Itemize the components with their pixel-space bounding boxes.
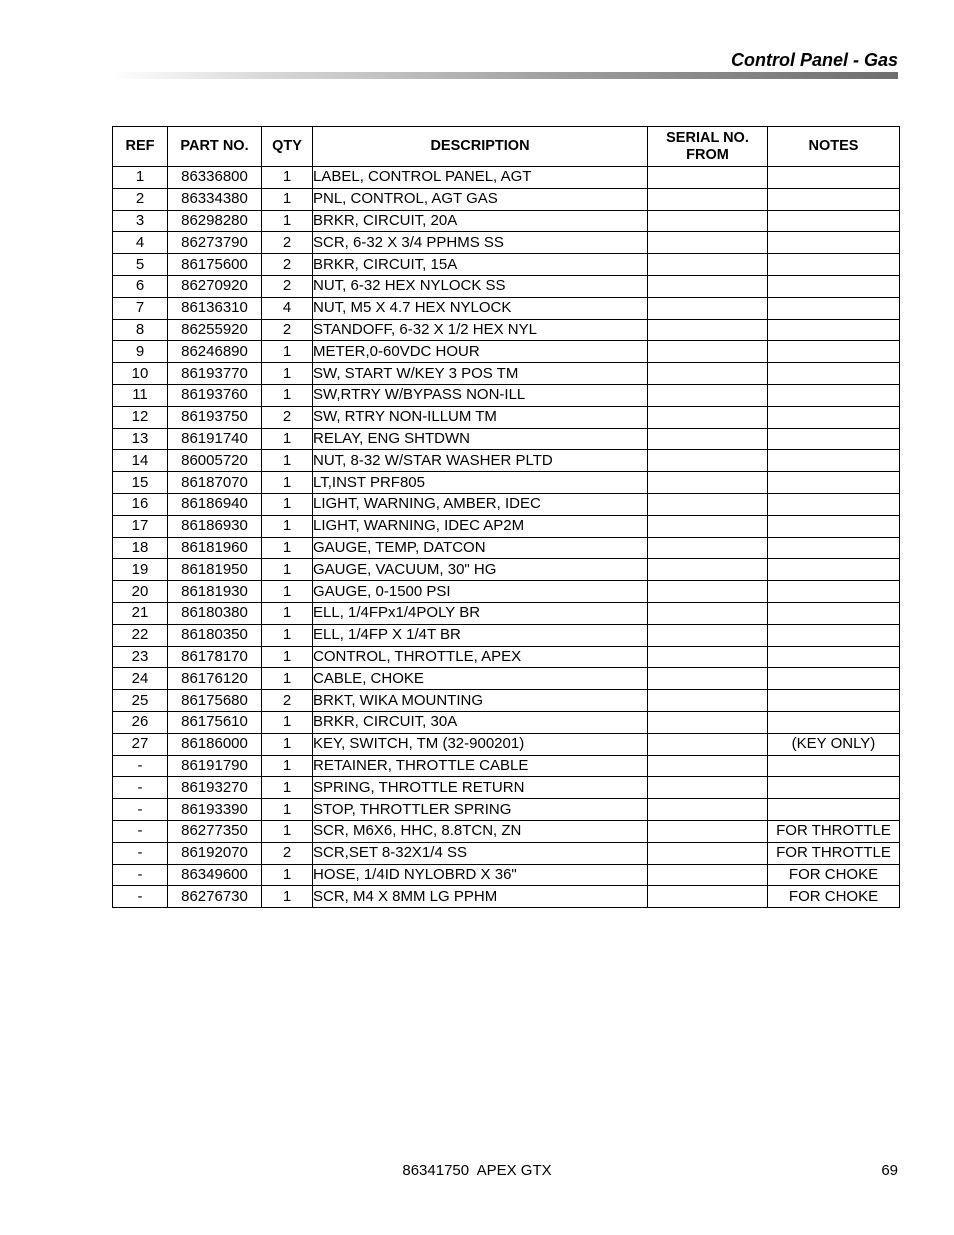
cell-serial-no-from	[648, 341, 768, 363]
cell-notes	[768, 711, 900, 733]
cell-qty: 1	[262, 602, 313, 624]
cell-qty: 1	[262, 341, 313, 363]
cell-part-no: 86277350	[168, 820, 262, 842]
cell-serial-no-from	[648, 363, 768, 385]
cell-notes: (KEY ONLY)	[768, 733, 900, 755]
cell-part-no: 86175600	[168, 254, 262, 276]
cell-part-no: 86246890	[168, 341, 262, 363]
table-row	[113, 406, 900, 428]
cell-serial-no-from	[648, 886, 768, 908]
table-row	[113, 646, 900, 668]
cell-serial-no-from	[648, 842, 768, 864]
cell-qty: 1	[262, 733, 313, 755]
cell-description: CABLE, CHOKE	[313, 668, 648, 690]
cell-description: RETAINER, THROTTLE CABLE	[313, 755, 648, 777]
cell-description: LIGHT, WARNING, IDEC AP2M	[313, 515, 648, 537]
cell-qty: 1	[262, 167, 313, 189]
cell-description: SPRING, THROTTLE RETURN	[313, 777, 648, 799]
table-row	[113, 886, 900, 908]
cell-part-no: 86187070	[168, 472, 262, 494]
cell-description: SCR,SET 8-32X1/4 SS	[313, 842, 648, 864]
cell-notes	[768, 668, 900, 690]
cell-notes: FOR THROTTLE	[768, 820, 900, 842]
cell-ref: -	[113, 864, 168, 886]
table-row	[113, 820, 900, 842]
cell-description: LT,INST PRF805	[313, 472, 648, 494]
cell-part-no: 86298280	[168, 210, 262, 232]
cell-ref: -	[113, 755, 168, 777]
cell-qty: 1	[262, 864, 313, 886]
cell-qty: 1	[262, 450, 313, 472]
cell-description: NUT, M5 X 4.7 HEX NYLOCK	[313, 297, 648, 319]
cell-qty: 1	[262, 428, 313, 450]
table-row	[113, 624, 900, 646]
table-row	[113, 864, 900, 886]
cell-serial-no-from	[648, 559, 768, 581]
table-row	[113, 384, 900, 406]
cell-description: LIGHT, WARNING, AMBER, IDEC	[313, 493, 648, 515]
cell-notes: FOR CHOKE	[768, 886, 900, 908]
cell-serial-no-from	[648, 602, 768, 624]
cell-qty: 1	[262, 493, 313, 515]
cell-notes	[768, 341, 900, 363]
table-row	[113, 341, 900, 363]
cell-part-no: 86186000	[168, 733, 262, 755]
cell-part-no: 86176120	[168, 668, 262, 690]
cell-serial-no-from	[648, 581, 768, 603]
cell-ref: 17	[113, 515, 168, 537]
cell-serial-no-from	[648, 624, 768, 646]
cell-notes	[768, 428, 900, 450]
cell-description: PNL, CONTROL, AGT GAS	[313, 188, 648, 210]
cell-serial-no-from	[648, 384, 768, 406]
cell-serial-no-from	[648, 472, 768, 494]
cell-qty: 1	[262, 210, 313, 232]
table-row	[113, 777, 900, 799]
cell-notes	[768, 210, 900, 232]
cell-description: STOP, THROTTLER SPRING	[313, 799, 648, 821]
cell-ref: 11	[113, 384, 168, 406]
cell-serial-no-from	[648, 755, 768, 777]
cell-ref: 4	[113, 232, 168, 254]
cell-qty: 4	[262, 297, 313, 319]
cell-description: BRKR, CIRCUIT, 15A	[313, 254, 648, 276]
table-row	[113, 537, 900, 559]
cell-qty: 1	[262, 472, 313, 494]
cell-notes	[768, 472, 900, 494]
cell-notes	[768, 254, 900, 276]
table-row	[113, 581, 900, 603]
cell-ref: -	[113, 777, 168, 799]
cell-qty: 1	[262, 668, 313, 690]
cell-ref: 7	[113, 297, 168, 319]
cell-serial-no-from	[648, 210, 768, 232]
table-row	[113, 842, 900, 864]
cell-qty: 2	[262, 232, 313, 254]
cell-notes	[768, 537, 900, 559]
cell-ref: 2	[113, 188, 168, 210]
cell-ref: 23	[113, 646, 168, 668]
table-row	[113, 188, 900, 210]
column-header-qty: QTY	[262, 127, 313, 167]
cell-serial-no-from	[648, 493, 768, 515]
table-body	[113, 167, 900, 908]
cell-qty: 2	[262, 275, 313, 297]
cell-part-no: 86186930	[168, 515, 262, 537]
cell-description: KEY, SWITCH, TM (32-900201)	[313, 733, 648, 755]
cell-notes	[768, 755, 900, 777]
table-row	[113, 428, 900, 450]
cell-notes	[768, 167, 900, 189]
cell-ref: 14	[113, 450, 168, 472]
cell-qty: 1	[262, 646, 313, 668]
column-header-notes: NOTES	[768, 127, 900, 167]
cell-notes	[768, 188, 900, 210]
cell-qty: 1	[262, 363, 313, 385]
cell-description: GAUGE, TEMP, DATCON	[313, 537, 648, 559]
cell-part-no: 86191790	[168, 755, 262, 777]
cell-serial-no-from	[648, 232, 768, 254]
cell-serial-no-from	[648, 646, 768, 668]
cell-part-no: 86255920	[168, 319, 262, 341]
cell-qty: 1	[262, 515, 313, 537]
cell-description: BRKT, WIKA MOUNTING	[313, 690, 648, 712]
cell-notes: FOR THROTTLE	[768, 842, 900, 864]
table-row	[113, 711, 900, 733]
cell-part-no: 86180350	[168, 624, 262, 646]
cell-qty: 1	[262, 799, 313, 821]
cell-ref: 21	[113, 602, 168, 624]
cell-qty: 1	[262, 755, 313, 777]
cell-part-no: 86193760	[168, 384, 262, 406]
cell-description: CONTROL, THROTTLE, APEX	[313, 646, 648, 668]
cell-serial-no-from	[648, 319, 768, 341]
cell-notes	[768, 232, 900, 254]
cell-ref: 24	[113, 668, 168, 690]
cell-notes	[768, 602, 900, 624]
column-header-serial-no-from: SERIAL NO. FROM	[648, 127, 768, 167]
cell-ref: -	[113, 842, 168, 864]
cell-qty: 1	[262, 777, 313, 799]
cell-part-no: 86270920	[168, 275, 262, 297]
cell-ref: 12	[113, 406, 168, 428]
cell-ref: 5	[113, 254, 168, 276]
cell-ref: 1	[113, 167, 168, 189]
cell-notes	[768, 799, 900, 821]
cell-serial-no-from	[648, 711, 768, 733]
cell-part-no: 86276730	[168, 886, 262, 908]
table-row	[113, 167, 900, 189]
cell-serial-no-from	[648, 799, 768, 821]
table-row	[113, 690, 900, 712]
table-row	[113, 755, 900, 777]
table-row	[113, 297, 900, 319]
table-row	[113, 275, 900, 297]
table-row	[113, 602, 900, 624]
cell-part-no: 86193750	[168, 406, 262, 428]
cell-notes	[768, 275, 900, 297]
cell-description: BRKR, CIRCUIT, 30A	[313, 711, 648, 733]
cell-ref: 6	[113, 275, 168, 297]
cell-ref: 22	[113, 624, 168, 646]
cell-description: METER,0-60VDC HOUR	[313, 341, 648, 363]
cell-qty: 1	[262, 820, 313, 842]
cell-serial-no-from	[648, 820, 768, 842]
cell-notes	[768, 384, 900, 406]
cell-notes	[768, 515, 900, 537]
table-row	[113, 254, 900, 276]
page-title: Control Panel - Gas	[730, 50, 898, 70]
cell-description: SW, START W/KEY 3 POS TM	[313, 363, 648, 385]
cell-serial-no-from	[648, 254, 768, 276]
cell-serial-no-from	[648, 275, 768, 297]
cell-description: NUT, 6-32 HEX NYLOCK SS	[313, 275, 648, 297]
table-row	[113, 799, 900, 821]
cell-part-no: 86192070	[168, 842, 262, 864]
cell-description: GAUGE, 0-1500 PSI	[313, 581, 648, 603]
cell-ref: 15	[113, 472, 168, 494]
cell-part-no: 86181960	[168, 537, 262, 559]
cell-part-no: 86180380	[168, 602, 262, 624]
cell-notes	[768, 624, 900, 646]
cell-serial-no-from	[648, 297, 768, 319]
cell-serial-no-from	[648, 406, 768, 428]
cell-qty: 1	[262, 581, 313, 603]
cell-ref: 26	[113, 711, 168, 733]
cell-ref: 3	[113, 210, 168, 232]
table-row	[113, 232, 900, 254]
parts-table	[112, 126, 900, 908]
cell-ref: 9	[113, 341, 168, 363]
cell-serial-no-from	[648, 733, 768, 755]
cell-description: SCR, M6X6, HHC, 8.8TCN, ZN	[313, 820, 648, 842]
cell-part-no: 86181930	[168, 581, 262, 603]
cell-part-no: 86193270	[168, 777, 262, 799]
cell-part-no: 86191740	[168, 428, 262, 450]
cell-ref: 27	[113, 733, 168, 755]
cell-serial-no-from	[648, 188, 768, 210]
cell-ref: 10	[113, 363, 168, 385]
cell-notes	[768, 690, 900, 712]
cell-notes	[768, 581, 900, 603]
cell-part-no: 86334380	[168, 188, 262, 210]
cell-description: SW,RTRY W/BYPASS NON-ILL	[313, 384, 648, 406]
cell-part-no: 86186940	[168, 493, 262, 515]
cell-part-no: 86193770	[168, 363, 262, 385]
table-row	[113, 363, 900, 385]
cell-serial-no-from	[648, 428, 768, 450]
cell-part-no: 86175680	[168, 690, 262, 712]
cell-qty: 2	[262, 319, 313, 341]
cell-qty: 1	[262, 886, 313, 908]
cell-ref: 25	[113, 690, 168, 712]
cell-notes	[768, 406, 900, 428]
cell-qty: 1	[262, 537, 313, 559]
cell-ref: -	[113, 886, 168, 908]
cell-ref: 13	[113, 428, 168, 450]
cell-notes	[768, 559, 900, 581]
cell-serial-no-from	[648, 450, 768, 472]
table-row	[113, 515, 900, 537]
cell-qty: 2	[262, 842, 313, 864]
cell-serial-no-from	[648, 537, 768, 559]
page-number: 69	[881, 1162, 898, 1179]
cell-description: NUT, 8-32 W/STAR WASHER PLTD	[313, 450, 648, 472]
cell-notes	[768, 363, 900, 385]
cell-ref: 20	[113, 581, 168, 603]
cell-serial-no-from	[648, 777, 768, 799]
cell-qty: 2	[262, 690, 313, 712]
cell-part-no: 86336800	[168, 167, 262, 189]
cell-ref: -	[113, 820, 168, 842]
cell-ref: 16	[113, 493, 168, 515]
cell-description: STANDOFF, 6-32 X 1/2 HEX NYL	[313, 319, 648, 341]
table-row	[113, 472, 900, 494]
header-rule	[110, 72, 898, 79]
cell-notes	[768, 297, 900, 319]
cell-notes: FOR CHOKE	[768, 864, 900, 886]
cell-qty: 2	[262, 254, 313, 276]
cell-ref: 8	[113, 319, 168, 341]
cell-serial-no-from	[648, 167, 768, 189]
cell-qty: 1	[262, 384, 313, 406]
cell-description: SCR, M4 X 8MM LG PPHM	[313, 886, 648, 908]
cell-serial-no-from	[648, 690, 768, 712]
cell-serial-no-from	[648, 864, 768, 886]
table-row	[113, 450, 900, 472]
cell-qty: 1	[262, 188, 313, 210]
column-header-ref: REF	[113, 127, 168, 167]
cell-qty: 1	[262, 559, 313, 581]
cell-serial-no-from	[648, 668, 768, 690]
cell-notes	[768, 319, 900, 341]
cell-notes	[768, 450, 900, 472]
cell-notes	[768, 646, 900, 668]
cell-part-no: 86349600	[168, 864, 262, 886]
table-row	[113, 493, 900, 515]
cell-description: ELL, 1/4FP X 1/4T BR	[313, 624, 648, 646]
table-row	[113, 559, 900, 581]
table-row	[113, 733, 900, 755]
cell-ref: 18	[113, 537, 168, 559]
cell-notes	[768, 493, 900, 515]
table-row	[113, 210, 900, 232]
footer-document-id: 86341750 APEX GTX	[402, 1162, 552, 1179]
cell-description: ELL, 1/4FPx1/4POLY BR	[313, 602, 648, 624]
cell-ref: -	[113, 799, 168, 821]
cell-description: SCR, 6-32 X 3/4 PPHMS SS	[313, 232, 648, 254]
column-header-part-no: PART NO.	[168, 127, 262, 167]
column-header-description: DESCRIPTION	[313, 127, 648, 167]
table-header-row	[113, 127, 900, 167]
cell-part-no: 86193390	[168, 799, 262, 821]
cell-description: BRKR, CIRCUIT, 20A	[313, 210, 648, 232]
cell-serial-no-from	[648, 515, 768, 537]
cell-part-no: 86181950	[168, 559, 262, 581]
cell-description: HOSE, 1/4ID NYLOBRD X 36"	[313, 864, 648, 886]
cell-part-no: 86273790	[168, 232, 262, 254]
cell-part-no: 86178170	[168, 646, 262, 668]
cell-description: GAUGE, VACUUM, 30" HG	[313, 559, 648, 581]
cell-ref: 19	[113, 559, 168, 581]
cell-qty: 2	[262, 406, 313, 428]
cell-description: RELAY, ENG SHTDWN	[313, 428, 648, 450]
table-row	[113, 319, 900, 341]
cell-part-no: 86136310	[168, 297, 262, 319]
cell-description: LABEL, CONTROL PANEL, AGT	[313, 167, 648, 189]
cell-part-no: 86005720	[168, 450, 262, 472]
cell-qty: 1	[262, 711, 313, 733]
cell-part-no: 86175610	[168, 711, 262, 733]
table-row	[113, 668, 900, 690]
cell-notes	[768, 777, 900, 799]
cell-qty: 1	[262, 624, 313, 646]
cell-description: SW, RTRY NON-ILLUM TM	[313, 406, 648, 428]
